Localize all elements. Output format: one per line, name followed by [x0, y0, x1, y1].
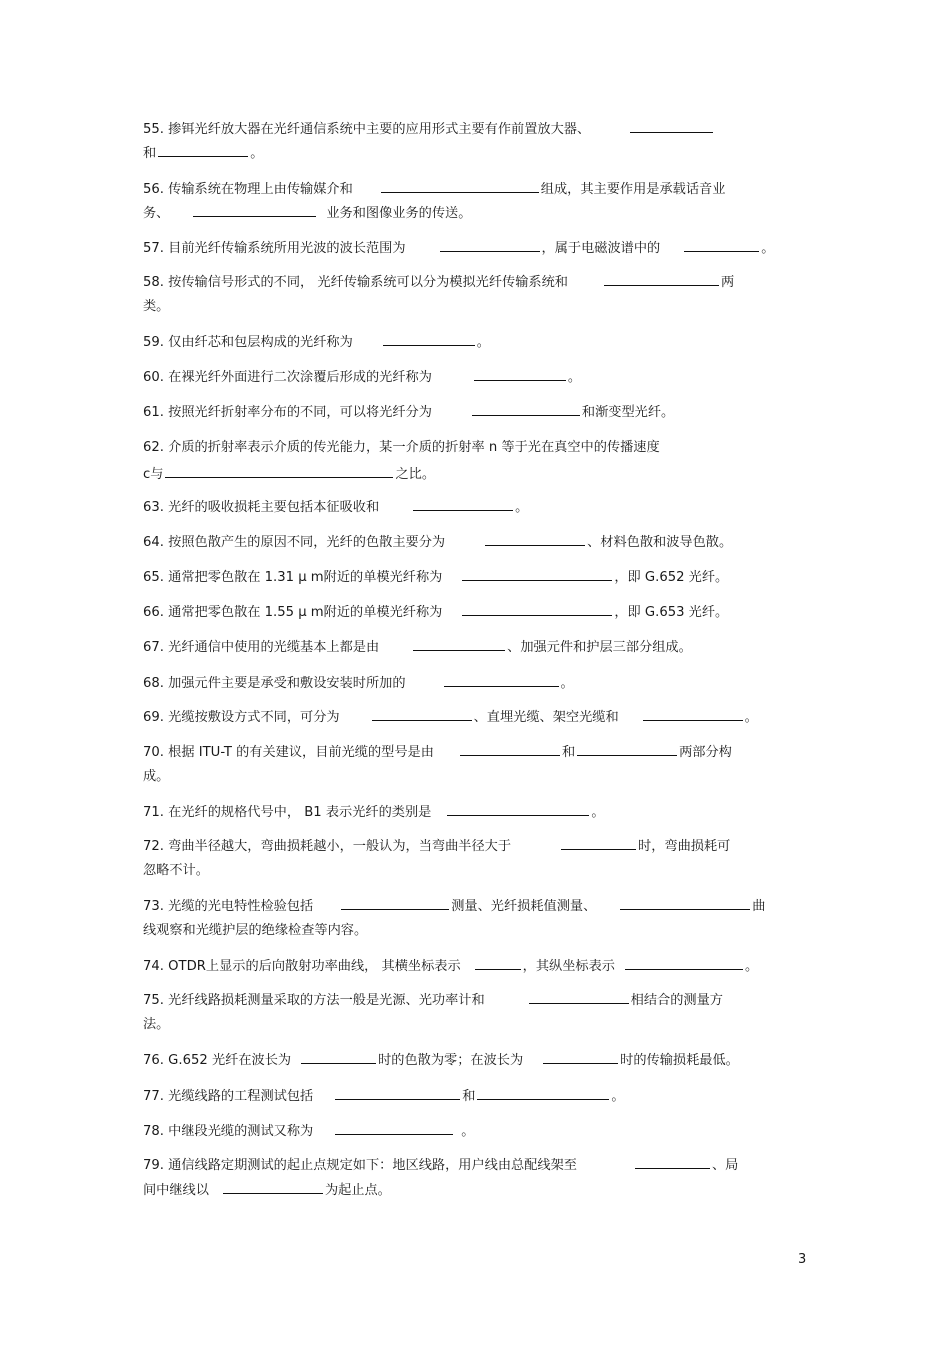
blank[interactable]: [413, 635, 505, 651]
q70-line2: 成。: [143, 769, 170, 784]
blank[interactable]: [165, 462, 393, 478]
q55-line1: 55. 掺铒光纤放大器在光纤通信系统中主要的应用形式主要有作前置放大器、: [143, 117, 813, 142]
q76: 76. G.652 光纤在波长为 时的色散为零；在波长为 时的传输损耗最低。: [143, 1048, 813, 1073]
blank[interactable]: [462, 600, 612, 616]
blank[interactable]: [158, 141, 248, 157]
q55-line2: 和 。: [143, 141, 813, 166]
blank[interactable]: [440, 236, 540, 252]
page-number: 3: [798, 1252, 807, 1267]
q72-line2: 忽略不计。: [143, 863, 209, 878]
q61: 61. 按照光纤折射率分布的不同，可以将光纤分为 和渐变型光纤。: [143, 400, 813, 425]
blank[interactable]: [381, 177, 539, 193]
q79-line1: 79. 通信线路定期测试的起止点规定如下：地区线路，用户线由总配线架至 、局: [143, 1153, 813, 1178]
blank[interactable]: [447, 800, 589, 816]
blank[interactable]: [444, 671, 559, 687]
blank[interactable]: [625, 954, 743, 970]
blank[interactable]: [462, 565, 612, 581]
blank[interactable]: [529, 988, 629, 1004]
blank[interactable]: [223, 1178, 323, 1194]
blank[interactable]: [472, 400, 580, 416]
q73-line2: 线观察和光缆护层的绝缘检查等内容。: [143, 923, 368, 938]
blank[interactable]: [460, 740, 560, 756]
q75-line1: 75. 光纤线路损耗测量采取的方法一般是光源、光功率计和 相结合的测量方: [143, 988, 813, 1013]
q58-line2: 类。: [143, 299, 170, 314]
blank[interactable]: [643, 705, 743, 721]
blank[interactable]: [577, 740, 677, 756]
q58-line1: 58. 按传输信号形式的不同， 光纤传输系统可以分为模拟光纤传输系统和 两: [143, 270, 813, 295]
q78: 78. 中继段光缆的测试又称为 。: [143, 1119, 813, 1144]
q65: 65. 通常把零色散在 1.31 μ m附近的单模光纤称为 ，即 G.652 光纤。: [143, 565, 813, 590]
q62-line1: 62. 介质的折射率表示介质的传光能力，某一介质的折射率 n 等于光在真空中的传播速度: [143, 440, 660, 455]
blank[interactable]: [475, 954, 521, 970]
q63: 63. 光纤的吸收损耗主要包括本征吸收和 。: [143, 495, 813, 520]
q69: 69. 光缆按敷设方式不同，可分为 、直埋光缆、架空光缆和 。: [143, 705, 813, 730]
blank[interactable]: [335, 1084, 460, 1100]
q64: 64. 按照色散产生的原因不同，光纤的色散主要分为 、材料色散和波导色散。: [143, 530, 813, 555]
q56-line1: 56. 传输系统在物理上由传输媒介和 组成，其主要作用是承载话音业: [143, 177, 813, 202]
q72-line1: 72. 弯曲半径越大，弯曲损耗越小，一般认为，当弯曲半径大于 时，弯曲损耗可: [143, 834, 813, 859]
blank[interactable]: [485, 530, 585, 546]
q73-line1: 73. 光缆的光电特性检验包括 测量、光纤损耗值测量、 曲: [143, 894, 813, 919]
blank[interactable]: [193, 201, 316, 217]
q68: 68. 加强元件主要是承受和敷设安装时所加的 。: [143, 671, 813, 696]
blank[interactable]: [383, 330, 475, 346]
q59: 59. 仅由纤芯和包层构成的光纤称为 。: [143, 330, 813, 355]
q70-line1: 70. 根据 ITU-T 的有关建议，目前光缆的型号是由 和 两部分构: [143, 740, 813, 765]
blank[interactable]: [604, 270, 719, 286]
q57: 57. 目前光纤传输系统所用光波的波长范围为 ，属于电磁波谱中的 。: [143, 236, 813, 261]
q60: 60. 在裸光纤外面进行二次涂覆后形成的光纤称为 。: [143, 365, 813, 390]
q79-line2: 间中继线以 为起止点。: [143, 1178, 813, 1203]
q75-line2: 法。: [143, 1017, 170, 1032]
q71: 71. 在光纤的规格代号中， B1 表示光纤的类别是 。: [143, 800, 813, 825]
q74: 74. OTDR上显示的后向散射功率曲线， 其横坐标表示 ，其纵坐标表示 。: [143, 954, 813, 979]
blank[interactable]: [684, 236, 759, 252]
blank[interactable]: [635, 1153, 710, 1169]
blank[interactable]: [630, 117, 713, 133]
blank[interactable]: [372, 705, 472, 721]
blank[interactable]: [413, 495, 513, 511]
blank[interactable]: [335, 1119, 453, 1135]
blank[interactable]: [620, 894, 750, 910]
blank[interactable]: [474, 365, 566, 381]
q77: 77. 光缆线路的工程测试包括 和 。: [143, 1084, 813, 1109]
blank[interactable]: [477, 1084, 609, 1100]
blank[interactable]: [543, 1048, 618, 1064]
blank[interactable]: [301, 1048, 376, 1064]
blank[interactable]: [561, 834, 636, 850]
q62-line2: c与 之比。: [143, 462, 813, 487]
q56-line2: 务、 业务和图像业务的传送。: [143, 201, 813, 226]
blank[interactable]: [341, 894, 449, 910]
q67: 67. 光纤通信中使用的光缆基本上都是由 、加强元件和护层三部分组成。: [143, 635, 813, 660]
q66: 66. 通常把零色散在 1.55 μ m附近的单模光纤称为 ，即 G.653 光纤。: [143, 600, 813, 625]
